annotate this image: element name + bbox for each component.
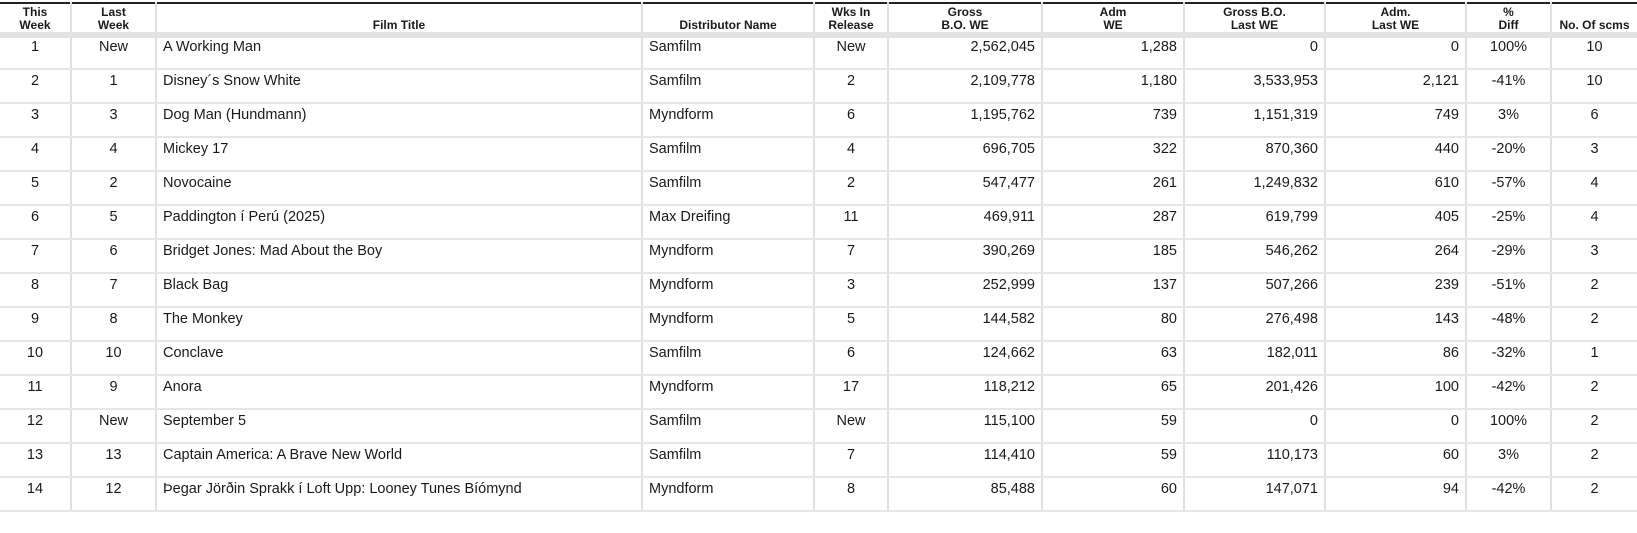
cell-this-week: 9 bbox=[0, 307, 71, 341]
cell-last-week: 4 bbox=[71, 137, 156, 171]
cell-film-title: Dog Man (Hundmann) bbox=[156, 103, 642, 137]
cell-last-week: 12 bbox=[71, 477, 156, 511]
cell-weeks-in-release: 7 bbox=[814, 239, 888, 273]
cell-this-week: 12 bbox=[0, 409, 71, 443]
cell-adm-last-we: 143 bbox=[1325, 307, 1466, 341]
cell-distributor: Myndform bbox=[642, 273, 814, 307]
cell-adm-we: 261 bbox=[1042, 171, 1184, 205]
cell-adm-we: 1,180 bbox=[1042, 69, 1184, 103]
table-row bbox=[0, 35, 1637, 69]
cell-weeks-in-release: 2 bbox=[814, 69, 888, 103]
cell-this-week: 3 bbox=[0, 103, 71, 137]
cell-adm-we: 80 bbox=[1042, 307, 1184, 341]
cell-gross-last-we: 182,011 bbox=[1184, 341, 1325, 375]
cell-gross-we: 390,269 bbox=[888, 239, 1042, 273]
header-film-title: Film Title bbox=[156, 3, 642, 35]
cell-gross-we: 118,212 bbox=[888, 375, 1042, 409]
cell-weeks-in-release: 6 bbox=[814, 103, 888, 137]
cell-adm-we: 137 bbox=[1042, 273, 1184, 307]
cell-adm-we: 287 bbox=[1042, 205, 1184, 239]
cell-screens: 2 bbox=[1551, 307, 1637, 341]
cell-distributor: Samfilm bbox=[642, 69, 814, 103]
cell-weeks-in-release: 17 bbox=[814, 375, 888, 409]
cell-this-week: 13 bbox=[0, 443, 71, 477]
cell-adm-we: 1,288 bbox=[1042, 35, 1184, 69]
cell-gross-last-we: 110,173 bbox=[1184, 443, 1325, 477]
cell-gross-we: 115,100 bbox=[888, 409, 1042, 443]
cell-film-title: September 5 bbox=[156, 409, 642, 443]
table-row bbox=[0, 171, 1637, 205]
cell-this-week: 4 bbox=[0, 137, 71, 171]
table-row bbox=[0, 69, 1637, 103]
cell-film-title: Bridget Jones: Mad About the Boy bbox=[156, 239, 642, 273]
cell-last-week: 1 bbox=[71, 69, 156, 103]
cell-this-week: 2 bbox=[0, 69, 71, 103]
table-row bbox=[0, 273, 1637, 307]
cell-distributor: Myndform bbox=[642, 375, 814, 409]
cell-distributor: Samfilm bbox=[642, 409, 814, 443]
cell-adm-last-we: 749 bbox=[1325, 103, 1466, 137]
cell-screens: 10 bbox=[1551, 69, 1637, 103]
cell-adm-we: 59 bbox=[1042, 409, 1184, 443]
cell-adm-last-we: 94 bbox=[1325, 477, 1466, 511]
table-row bbox=[0, 477, 1637, 511]
cell-pct-diff: -51% bbox=[1466, 273, 1551, 307]
cell-gross-we: 547,477 bbox=[888, 171, 1042, 205]
cell-pct-diff: -57% bbox=[1466, 171, 1551, 205]
cell-adm-last-we: 264 bbox=[1325, 239, 1466, 273]
cell-distributor: Samfilm bbox=[642, 35, 814, 69]
cell-last-week: New bbox=[71, 35, 156, 69]
cell-pct-diff: 3% bbox=[1466, 443, 1551, 477]
cell-last-week: 3 bbox=[71, 103, 156, 137]
table-row bbox=[0, 443, 1637, 477]
cell-film-title: Paddington í Perú (2025) bbox=[156, 205, 642, 239]
cell-film-title: Novocaine bbox=[156, 171, 642, 205]
cell-last-week: New bbox=[71, 409, 156, 443]
cell-last-week: 9 bbox=[71, 375, 156, 409]
cell-film-title: Þegar Jörðin Sprakk í Loft Upp: Looney Tunes Bíómynd bbox=[156, 477, 642, 511]
cell-adm-last-we: 0 bbox=[1325, 35, 1466, 69]
cell-film-title: A Working Man bbox=[156, 35, 642, 69]
cell-gross-last-we: 276,498 bbox=[1184, 307, 1325, 341]
cell-screens: 2 bbox=[1551, 273, 1637, 307]
table-body bbox=[0, 35, 1637, 511]
cell-adm-we: 322 bbox=[1042, 137, 1184, 171]
header-pct-diff: % Diff bbox=[1466, 3, 1551, 35]
cell-distributor: Max Dreifing bbox=[642, 205, 814, 239]
cell-screens: 2 bbox=[1551, 409, 1637, 443]
header-last-week: Last Week bbox=[71, 3, 156, 35]
cell-distributor: Myndform bbox=[642, 103, 814, 137]
cell-distributor: Samfilm bbox=[642, 443, 814, 477]
cell-distributor: Samfilm bbox=[642, 341, 814, 375]
cell-pct-diff: 3% bbox=[1466, 103, 1551, 137]
cell-screens: 2 bbox=[1551, 375, 1637, 409]
cell-gross-we: 252,999 bbox=[888, 273, 1042, 307]
cell-gross-we: 696,705 bbox=[888, 137, 1042, 171]
cell-gross-we: 85,488 bbox=[888, 477, 1042, 511]
cell-adm-we: 63 bbox=[1042, 341, 1184, 375]
cell-screens: 3 bbox=[1551, 137, 1637, 171]
cell-film-title: The Monkey bbox=[156, 307, 642, 341]
cell-screens: 2 bbox=[1551, 477, 1637, 511]
cell-last-week: 13 bbox=[71, 443, 156, 477]
cell-adm-last-we: 86 bbox=[1325, 341, 1466, 375]
cell-last-week: 6 bbox=[71, 239, 156, 273]
cell-pct-diff: -32% bbox=[1466, 341, 1551, 375]
cell-film-title: Captain America: A Brave New World bbox=[156, 443, 642, 477]
header-gross-we: Gross B.O. WE bbox=[888, 3, 1042, 35]
cell-distributor: Samfilm bbox=[642, 171, 814, 205]
header-weeks-in-release: Wks In Release bbox=[814, 3, 888, 35]
header-adm-last-we: Adm. Last WE bbox=[1325, 3, 1466, 35]
cell-weeks-in-release: New bbox=[814, 35, 888, 69]
cell-last-week: 7 bbox=[71, 273, 156, 307]
table-row bbox=[0, 103, 1637, 137]
cell-screens: 1 bbox=[1551, 341, 1637, 375]
table-row bbox=[0, 341, 1637, 375]
table-row bbox=[0, 307, 1637, 341]
cell-this-week: 11 bbox=[0, 375, 71, 409]
cell-adm-last-we: 100 bbox=[1325, 375, 1466, 409]
cell-this-week: 7 bbox=[0, 239, 71, 273]
cell-distributor: Myndform bbox=[642, 239, 814, 273]
cell-adm-last-we: 2,121 bbox=[1325, 69, 1466, 103]
cell-last-week: 10 bbox=[71, 341, 156, 375]
cell-weeks-in-release: 11 bbox=[814, 205, 888, 239]
header-screens: No. Of scms bbox=[1551, 3, 1637, 35]
cell-adm-we: 60 bbox=[1042, 477, 1184, 511]
cell-adm-last-we: 405 bbox=[1325, 205, 1466, 239]
cell-film-title: Mickey 17 bbox=[156, 137, 642, 171]
cell-gross-last-we: 1,249,832 bbox=[1184, 171, 1325, 205]
cell-gross-we: 2,562,045 bbox=[888, 35, 1042, 69]
cell-adm-we: 65 bbox=[1042, 375, 1184, 409]
header-row bbox=[0, 3, 1637, 35]
cell-gross-last-we: 1,151,319 bbox=[1184, 103, 1325, 137]
cell-gross-last-we: 546,262 bbox=[1184, 239, 1325, 273]
cell-film-title: Conclave bbox=[156, 341, 642, 375]
cell-film-title: Black Bag bbox=[156, 273, 642, 307]
cell-this-week: 8 bbox=[0, 273, 71, 307]
cell-adm-we: 739 bbox=[1042, 103, 1184, 137]
header-distributor: Distributor Name bbox=[642, 3, 814, 35]
cell-gross-we: 469,911 bbox=[888, 205, 1042, 239]
cell-pct-diff: 100% bbox=[1466, 35, 1551, 69]
cell-screens: 4 bbox=[1551, 171, 1637, 205]
cell-gross-we: 1,195,762 bbox=[888, 103, 1042, 137]
cell-screens: 3 bbox=[1551, 239, 1637, 273]
cell-gross-last-we: 0 bbox=[1184, 409, 1325, 443]
cell-screens: 2 bbox=[1551, 443, 1637, 477]
cell-weeks-in-release: 2 bbox=[814, 171, 888, 205]
table-row bbox=[0, 205, 1637, 239]
cell-gross-last-we: 507,266 bbox=[1184, 273, 1325, 307]
header-gross-last-we: Gross B.O. Last WE bbox=[1184, 3, 1325, 35]
cell-gross-last-we: 619,799 bbox=[1184, 205, 1325, 239]
cell-weeks-in-release: 4 bbox=[814, 137, 888, 171]
cell-adm-last-we: 239 bbox=[1325, 273, 1466, 307]
cell-gross-last-we: 147,071 bbox=[1184, 477, 1325, 511]
table-row bbox=[0, 409, 1637, 443]
cell-gross-we: 124,662 bbox=[888, 341, 1042, 375]
cell-pct-diff: -41% bbox=[1466, 69, 1551, 103]
cell-last-week: 5 bbox=[71, 205, 156, 239]
header-adm-we: Adm WE bbox=[1042, 3, 1184, 35]
cell-gross-we: 144,582 bbox=[888, 307, 1042, 341]
cell-gross-we: 114,410 bbox=[888, 443, 1042, 477]
cell-distributor: Samfilm bbox=[642, 137, 814, 171]
table-row bbox=[0, 239, 1637, 273]
cell-last-week: 2 bbox=[71, 171, 156, 205]
cell-this-week: 5 bbox=[0, 171, 71, 205]
cell-this-week: 1 bbox=[0, 35, 71, 69]
cell-adm-last-we: 0 bbox=[1325, 409, 1466, 443]
cell-screens: 4 bbox=[1551, 205, 1637, 239]
cell-weeks-in-release: 7 bbox=[814, 443, 888, 477]
cell-pct-diff: -42% bbox=[1466, 375, 1551, 409]
cell-weeks-in-release: New bbox=[814, 409, 888, 443]
cell-adm-last-we: 610 bbox=[1325, 171, 1466, 205]
cell-this-week: 14 bbox=[0, 477, 71, 511]
cell-adm-we: 59 bbox=[1042, 443, 1184, 477]
cell-film-title: Anora bbox=[156, 375, 642, 409]
cell-distributor: Myndform bbox=[642, 477, 814, 511]
cell-this-week: 6 bbox=[0, 205, 71, 239]
cell-film-title: Disney´s Snow White bbox=[156, 69, 642, 103]
cell-screens: 6 bbox=[1551, 103, 1637, 137]
cell-adm-last-we: 60 bbox=[1325, 443, 1466, 477]
cell-pct-diff: -29% bbox=[1466, 239, 1551, 273]
cell-pct-diff: 100% bbox=[1466, 409, 1551, 443]
cell-pct-diff: -48% bbox=[1466, 307, 1551, 341]
cell-weeks-in-release: 8 bbox=[814, 477, 888, 511]
cell-gross-last-we: 870,360 bbox=[1184, 137, 1325, 171]
table-row bbox=[0, 375, 1637, 409]
header-this-week: This Week bbox=[0, 3, 71, 35]
cell-this-week: 10 bbox=[0, 341, 71, 375]
cell-gross-last-we: 201,426 bbox=[1184, 375, 1325, 409]
cell-pct-diff: -20% bbox=[1466, 137, 1551, 171]
cell-distributor: Myndform bbox=[642, 307, 814, 341]
cell-pct-diff: -25% bbox=[1466, 205, 1551, 239]
cell-weeks-in-release: 6 bbox=[814, 341, 888, 375]
cell-adm-we: 185 bbox=[1042, 239, 1184, 273]
table-row bbox=[0, 137, 1637, 171]
cell-gross-last-we: 0 bbox=[1184, 35, 1325, 69]
cell-gross-last-we: 3,533,953 bbox=[1184, 69, 1325, 103]
cell-weeks-in-release: 3 bbox=[814, 273, 888, 307]
cell-pct-diff: -42% bbox=[1466, 477, 1551, 511]
box-office-table bbox=[0, 2, 1637, 512]
cell-weeks-in-release: 5 bbox=[814, 307, 888, 341]
cell-last-week: 8 bbox=[71, 307, 156, 341]
cell-gross-we: 2,109,778 bbox=[888, 69, 1042, 103]
cell-screens: 10 bbox=[1551, 35, 1637, 69]
cell-adm-last-we: 440 bbox=[1325, 137, 1466, 171]
